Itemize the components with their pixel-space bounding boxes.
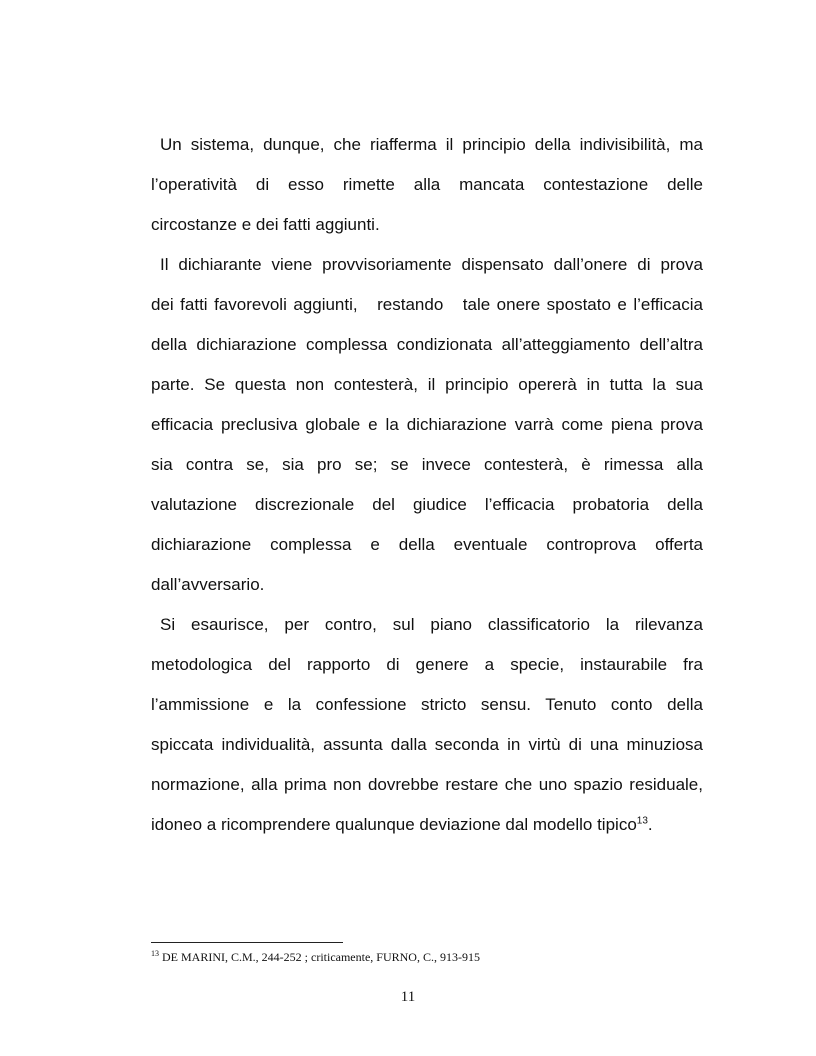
paragraph-2-line-4: parte. Se questa non contesterà, il principio opererà in tutta la sua	[151, 375, 703, 394]
paragraph-3-line-6	[151, 805, 703, 845]
paragraph-3-line-5: normazione, alla prima non dovrebbe restare che uno spazio residuale,	[151, 775, 703, 794]
paragraph-2-line-2: dei fatti favorevoli aggiunti, restando tale onere spostato e l’efficacia	[151, 295, 703, 314]
paragraph-3-line-1: Si esaurisce, per contro, sul piano classificatorio la rilevanza	[160, 615, 703, 634]
paragraph-2-line-8: dichiarazione complessa e della eventuale controprova offerta	[151, 535, 703, 554]
paragraph-2-line-9: dall’avversario.	[151, 575, 265, 594]
footnote-separator	[151, 942, 343, 943]
footnote-text: DE MARINI, C.M., 244-252 ; criticamente, FURNO, C., 913-915	[159, 950, 480, 964]
page-number: 11	[400, 989, 416, 1005]
footnote-marker: 13	[151, 949, 159, 958]
footnote-reference[interactable]: 13	[636, 815, 648, 827]
paragraph-2-line-1: Il dichiarante viene provvisoriamente dispensato dall’onere di prova	[160, 255, 703, 274]
body-text	[151, 125, 703, 845]
paragraph-1-line-2: l’operatività di esso rimette alla mancata contestazione delle	[151, 175, 703, 194]
footnote	[151, 950, 480, 965]
paragraph-2-line-7: valutazione discrezionale del giudice l’efficacia probatoria della	[151, 495, 703, 514]
paragraph-3-line-3: l’ammissione e la confessione stricto sensu. Tenuto conto della	[151, 695, 703, 714]
paragraph-1-line-3: circostanze e dei fatti aggiunti.	[151, 215, 380, 234]
paragraph-2-line-6: sia contra se, sia pro se; se invece contesterà, è rimessa alla	[151, 455, 703, 474]
paragraph-3-line-6-text: idoneo a ricomprendere qualunque deviazione dal modello tipico	[151, 815, 637, 834]
paragraph-2-line-5: efficacia preclusiva globale e la dichiarazione varrà come piena prova	[151, 415, 703, 434]
paragraph-1-line-1: Un sistema, dunque, che riafferma il principio della indivisibilità, ma	[160, 135, 703, 154]
paragraph-2-line-3: della dichiarazione complessa condizionata all’atteggiamento dell’altra	[151, 335, 703, 354]
paragraph-3-line-4: spiccata individualità, assunta dalla seconda in virtù di una minuziosa	[151, 735, 703, 754]
paragraph-3-trailing-punctuation: .	[647, 815, 653, 834]
paragraph-3-line-2: metodologica del rapporto di genere a specie, instaurabile fra	[151, 655, 703, 674]
